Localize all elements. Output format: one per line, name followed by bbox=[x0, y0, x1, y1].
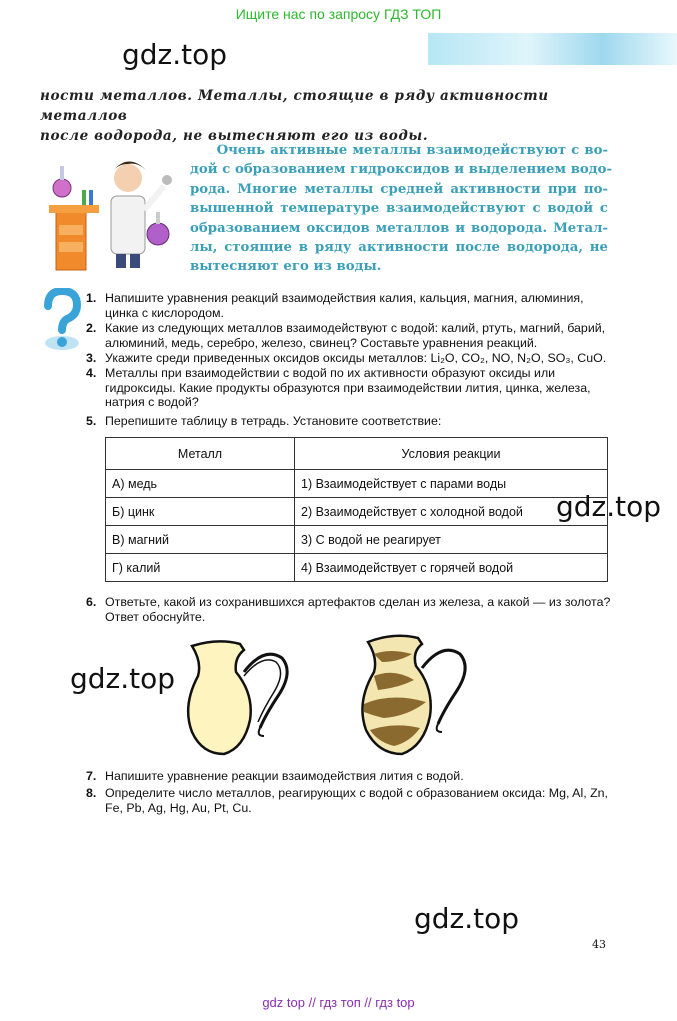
intro-line: после водорода, не вытесняют его из воды. bbox=[40, 128, 429, 144]
page-number: 43 bbox=[592, 938, 606, 951]
table-cell: 3) С водой не реагирует bbox=[295, 526, 608, 554]
watermark: gdz.top bbox=[122, 38, 228, 71]
table-cell: А) медь bbox=[106, 470, 295, 498]
question-3 bbox=[86, 351, 612, 366]
question-number: 3. bbox=[86, 351, 97, 365]
round-flask-icon bbox=[147, 223, 169, 245]
table-row bbox=[106, 526, 608, 554]
question-number: 5. bbox=[86, 414, 97, 428]
cabinet-drawer bbox=[59, 242, 83, 252]
footer-links[interactable]: gdz top // гдз топ // гдз top bbox=[262, 995, 415, 1010]
summary-line: Очень активные металлы взаимодействуют с во- bbox=[216, 143, 608, 158]
flask-icon bbox=[53, 179, 71, 197]
question-text: Напишите уравнения реакций взаимодействия калия, кальция, магния, алюминия, цинка с кислородом. bbox=[105, 291, 584, 320]
arm bbox=[144, 186, 164, 210]
question-number: 8. bbox=[86, 786, 97, 800]
table-row bbox=[106, 554, 608, 582]
scientist-head bbox=[114, 164, 142, 192]
table-cell: 1) Взаимодействует с парами воды bbox=[295, 470, 608, 498]
question-5 bbox=[86, 414, 612, 429]
question-mark-icon bbox=[40, 288, 84, 352]
question-text: Ответьте, какой из сохранившихся артефактов сделан из железа, а какой — из золота? Ответ обоснуйте. bbox=[105, 595, 611, 624]
table-cell: Б) цинк bbox=[106, 498, 295, 526]
cabinet-drawer bbox=[59, 225, 83, 235]
question-4 bbox=[86, 366, 612, 410]
test-tube-icon bbox=[89, 190, 93, 205]
summary-line: дой с образованием гидроксидов и выделением водо- bbox=[190, 162, 613, 178]
table-cell: 4) Взаимодействует с горячей водой bbox=[295, 554, 608, 582]
question-number: 1. bbox=[86, 291, 97, 305]
watermark: gdz.top bbox=[70, 662, 176, 695]
lab-cabinet bbox=[56, 210, 86, 270]
test-tube-icon bbox=[82, 190, 86, 205]
question-8 bbox=[86, 786, 612, 815]
question-number: 2. bbox=[86, 321, 97, 335]
table-header: Условия реакции bbox=[295, 438, 608, 470]
watermark: gdz.top bbox=[414, 902, 520, 935]
table-cell: Г) калий bbox=[106, 554, 295, 582]
table-row bbox=[106, 470, 608, 498]
summary-line: лы, стоящие в ряду активности после водорода, не bbox=[190, 240, 608, 256]
question-text: Какие из следующих металлов взаимодействуют с водой: калий, ртуть, магний, барий, алюминий, медь, серебро, железо, свинец? Составьте уравнения реакций. bbox=[105, 321, 606, 350]
test-tube-icon bbox=[162, 175, 172, 185]
patterned-jug-illustration bbox=[354, 632, 478, 758]
summary-line: рода. Многие металлы средней активности при по- bbox=[190, 181, 608, 197]
table-header-row bbox=[106, 438, 608, 470]
summary-line: вышенной температуре взаимодействуют с водой с bbox=[190, 201, 608, 217]
watermark: gdz.top bbox=[556, 490, 662, 523]
summary-line: вытесняют его из воды. bbox=[190, 259, 382, 275]
question-text: Определите число металлов, реагирующих с водой с образованием оксида: Mg, Al, Zn, Fe, Pb, Ag, Hg, Au, Pt, Cu. bbox=[105, 786, 608, 815]
question-number: 7. bbox=[86, 769, 97, 783]
lab-coat bbox=[111, 196, 145, 254]
table-header: Металл bbox=[106, 438, 295, 470]
question-number: 4. bbox=[86, 366, 97, 380]
top-banner[interactable]: Ищите нас по запросу ГДЗ ТОП bbox=[235, 6, 442, 22]
question-number: 6. bbox=[86, 595, 97, 609]
question-text: Металлы при взаимодействии с водой по их активности образуют оксиды или гидроксиды. Какие продукты образуются при взаимодействии лития, цинка, железа, натрия с водой? bbox=[105, 366, 591, 410]
leg bbox=[130, 254, 140, 268]
question-6 bbox=[86, 595, 612, 624]
decorative-strip bbox=[428, 33, 677, 65]
question-text: Напишите уравнение реакции взаимодействия лития с водой. bbox=[105, 769, 464, 783]
question-2 bbox=[86, 321, 612, 350]
question-1 bbox=[86, 291, 612, 320]
intro-line: ности металлов. Металлы, стоящие в ряду активности металлов bbox=[40, 88, 549, 124]
plain-jug-illustration bbox=[178, 636, 300, 758]
intro-paragraph bbox=[40, 86, 608, 146]
lab-table bbox=[49, 205, 99, 213]
table-row bbox=[106, 498, 608, 526]
flask-neck bbox=[156, 212, 160, 224]
matching-table bbox=[105, 437, 608, 582]
leg bbox=[116, 254, 126, 268]
question-text: Перепишите таблицу в тетрадь. Установите соответствие: bbox=[105, 414, 442, 428]
scientist-illustration bbox=[44, 150, 184, 274]
summary-line: образованием оксидов металлов и водорода. Метал- bbox=[190, 220, 608, 236]
flask-neck bbox=[60, 166, 64, 180]
table-cell: 2) Взаимодействует с холодной водой bbox=[295, 498, 608, 526]
summary-paragraph bbox=[190, 141, 613, 277]
question-7 bbox=[86, 769, 612, 784]
question-text: Укажите среди приведенных оксидов оксиды металлов: Li₂O, CO₂, NO, N₂O, SO₃, CuO. bbox=[105, 351, 607, 365]
table-cell: В) магний bbox=[106, 526, 295, 554]
